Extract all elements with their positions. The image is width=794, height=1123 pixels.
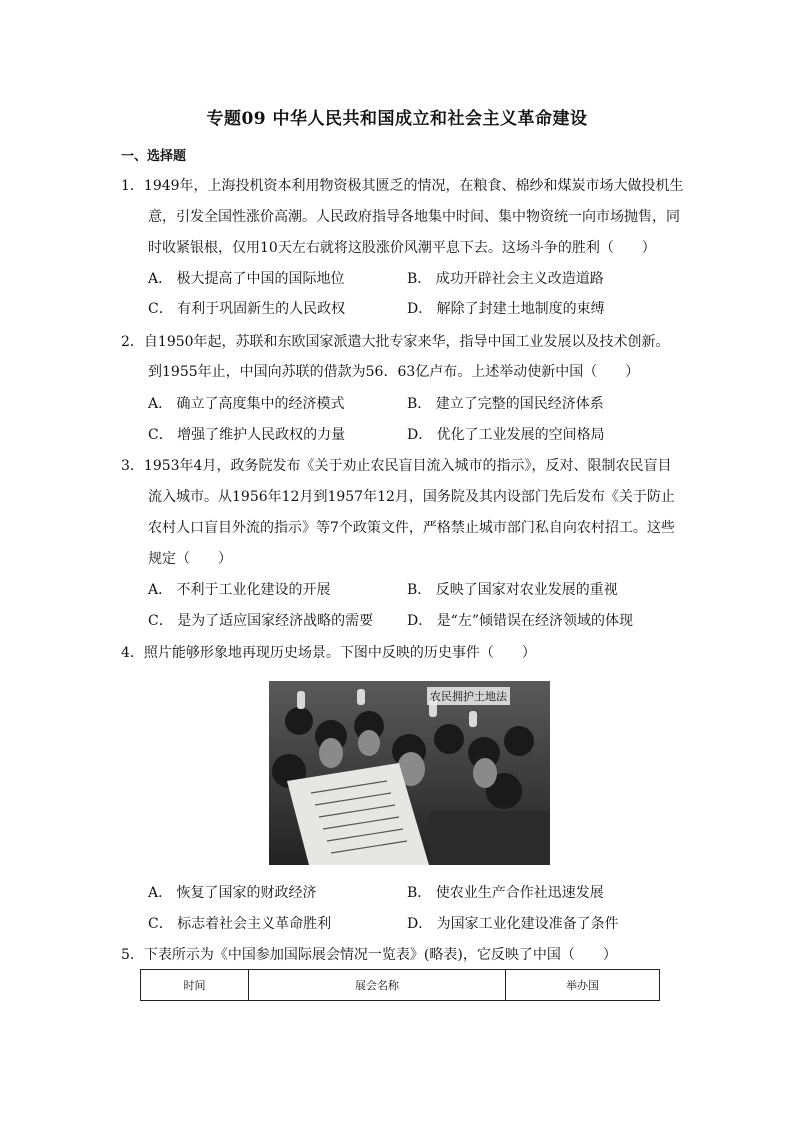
question-2-option-a: A． 确立了高度集中的经济模式 <box>148 396 345 412</box>
exhibition-table <box>140 969 660 1001</box>
question-4-option-d: D． 为国家工业化建设准备了条件 <box>407 916 619 932</box>
question-4-option-c: C． 标志着社会主义革命胜利 <box>148 916 332 932</box>
crowd-photo-illustration <box>269 681 550 865</box>
section-heading: 一、选择题 <box>121 149 187 164</box>
historical-photo <box>269 681 550 865</box>
question-3-option-c: C． 是为了适应国家经济战略的需要 <box>148 613 374 629</box>
question-4-option-a: A． 恢复了国家的财政经济 <box>148 885 317 901</box>
question-5-line-1: 5．下表所示为《中国参加国际展会情况一览表》(略表)，它反映了中国（ ） <box>121 947 617 963</box>
question-1-line-2: 意，引发全国性涨价高潮。人民政府指导各地集中时间、集中物资统一向市场抛售，同 <box>148 209 680 225</box>
table-header-row <box>141 970 660 1001</box>
question-4-line-1: 4．照片能够形象地再现历史场景。下图中反映的历史事件（ ） <box>121 645 536 661</box>
question-3-line-1: 3．1953年4月，政务院发布《关于劝止农民盲目流入城市的指示》，反对、限制农民盲目 <box>121 458 672 474</box>
question-4-option-b: B． 使农业生产合作社迅速发展 <box>407 885 604 901</box>
question-2-option-d: D． 优化了工业发展的空间格局 <box>407 427 605 443</box>
question-3-line-3: 农村人口盲目外流的指示》等7个政策文件，严格禁止城市部门私自向农村招工。这些 <box>148 520 675 536</box>
question-1-line-1: 1．1949年，上海投机资本利用物资极其匮乏的情况，在粮食、棉纱和煤炭市场大做投机生 <box>121 178 684 194</box>
question-3-line-4: 规定（ ） <box>148 551 232 567</box>
question-2-line-2: 到1955年止，中国向苏联的借款为56．63亿卢布。上述举动使新中国（ ） <box>148 364 640 380</box>
question-1-option-a: A． 极大提高了中国的国际地位 <box>148 271 345 287</box>
photo-caption: 农民拥护土地法 <box>427 687 510 705</box>
table-header-time: 时间 <box>141 970 249 1001</box>
question-2-line-1: 2．自1950年起，苏联和东欧国家派遣大批专家来华，指导中国工业发展以及技术创新。 <box>121 334 670 350</box>
question-3-option-b: B． 反映了国家对农业发展的重视 <box>407 582 618 598</box>
page-title: 专题09 中华人民共和国成立和社会主义革命建设 <box>206 109 588 129</box>
table-header-exhibition-name: 展会名称 <box>249 970 506 1001</box>
question-2-option-c: C． 增强了维护人民政权的力量 <box>148 427 346 443</box>
question-1-option-c: C． 有利于巩固新生的人民政权 <box>148 301 346 317</box>
question-3-option-d: D． 是“左”倾错误在经济领域的体现 <box>407 613 633 629</box>
table-header-host-country: 举办国 <box>506 970 660 1001</box>
question-1-line-3: 时收紧银根，仅用10天左右就将这股涨价风潮平息下去。这场斗争的胜利（ ） <box>148 240 656 256</box>
question-3-option-a: A． 不利于工业化建设的开展 <box>148 582 331 598</box>
question-3-line-2: 流入城市。从1956年12月到1957年12月，国务院及其内设部门先后发布《关于防止 <box>148 489 675 505</box>
question-1-option-b: B． 成功开辟社会主义改造道路 <box>407 271 604 287</box>
question-1-option-d: D． 解除了封建土地制度的束缚 <box>407 301 605 317</box>
question-2-option-b: B． 建立了完整的国民经济体系 <box>407 396 604 412</box>
